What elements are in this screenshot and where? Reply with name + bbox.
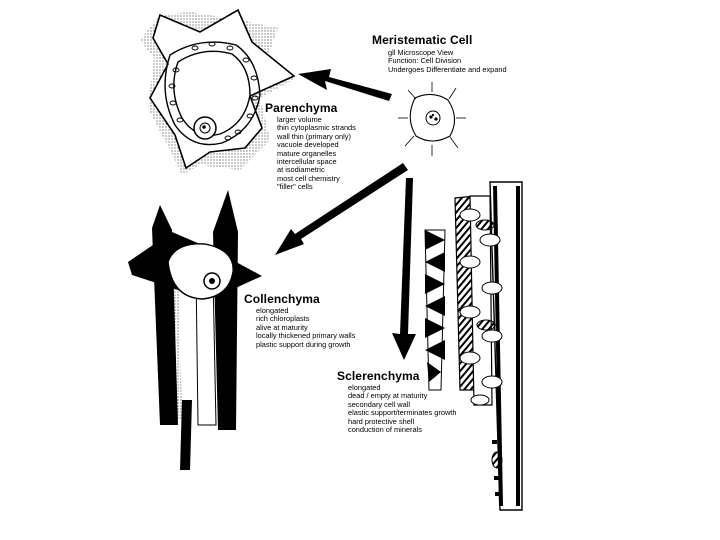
sclerenchyma-line: elongated	[348, 383, 381, 392]
meristematic-line: Undergoes Differentiate and expand	[388, 64, 507, 74]
collenchyma-cell-illustration	[128, 190, 262, 470]
collenchyma-line: elongated	[256, 306, 289, 315]
parenchyma-description	[277, 116, 356, 192]
collenchyma-title: Collenchyma	[244, 292, 320, 306]
collenchyma-line: locally thickened primary walls	[256, 331, 356, 341]
parenchyma-line: "filler" cells	[277, 182, 313, 192]
sclerenchyma-line: hard protective shell	[348, 416, 415, 426]
parenchyma-line: larger volume	[277, 115, 322, 124]
parenchyma-line: wall thin (primary only)	[277, 131, 351, 141]
sclerenchyma-line: dead / empty at maturity	[348, 391, 428, 401]
sclerenchyma-line: conduction of minerals	[348, 424, 422, 434]
meristematic-title: Meristematic Cell	[372, 33, 473, 47]
arrow-to-parenchyma	[298, 69, 392, 101]
parenchyma-title: Parenchyma	[265, 101, 338, 115]
parenchyma-line: thin cytoplasmic strands	[277, 123, 356, 133]
parenchyma-line: at isodiametric	[277, 165, 325, 175]
meristematic-cell-illustration	[398, 82, 466, 156]
sclerenchyma-description	[348, 384, 456, 434]
parenchyma-line: most cell chemistry	[277, 173, 340, 183]
sclerenchyma-line: elastic support/terminates growth	[348, 408, 457, 418]
arrow-to-sclerenchyma	[392, 178, 416, 360]
collenchyma-line: rich chloroplasts	[256, 314, 310, 324]
collenchyma-line: alive at maturity	[256, 322, 308, 332]
parenchyma-line: vacuole developed	[277, 140, 339, 150]
meristematic-description	[388, 49, 507, 74]
parenchyma-cell-illustration	[140, 10, 296, 175]
parenchyma-line: mature organelles	[277, 148, 337, 158]
collenchyma-line: plastic support during growth	[256, 339, 351, 349]
parenchyma-line: intercellular space	[277, 156, 337, 166]
sclerenchyma-title: Sclerenchyma	[337, 369, 420, 383]
sclerenchyma-cell-illustration	[425, 182, 522, 510]
meristematic-line: Function: Cell Division	[388, 56, 462, 66]
sclerenchyma-line: secondary cell wall	[348, 399, 411, 409]
collenchyma-description	[256, 307, 355, 349]
meristematic-line: gll Microscope View	[388, 48, 454, 57]
